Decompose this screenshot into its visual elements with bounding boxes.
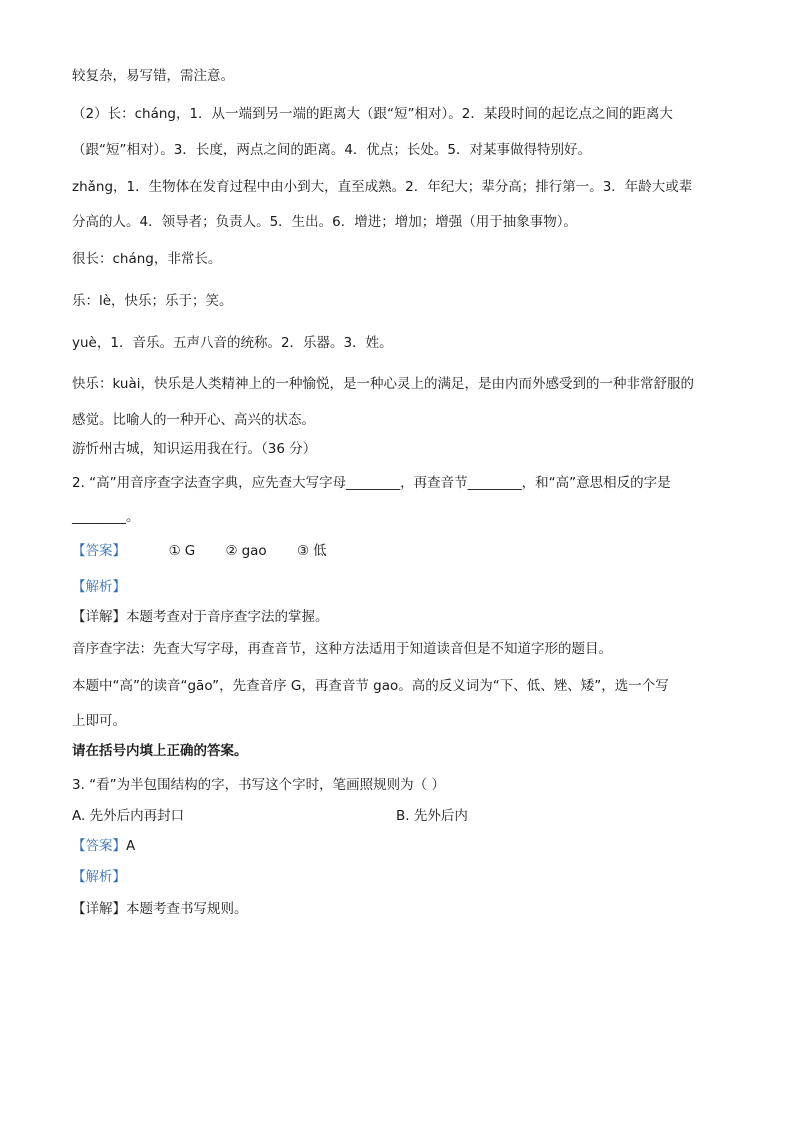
text-line: yuè，1．音乐。五声八音的统称。2．乐器。3．姓。	[72, 335, 393, 351]
q2-answer-1: ① G	[168, 543, 196, 559]
answer-tag: 【答案】	[72, 543, 126, 559]
q3-detail: 【详解】本题考查书写规则。	[72, 901, 248, 917]
text-line: （2）长：cháng，1．从一端到另一端的距离大（跟“短”相对）。2．某段时间的起讫点之间的距离大	[72, 106, 673, 122]
q2-answer-row	[72, 541, 353, 561]
text-line: 音序查字法：先查大写字母，再查音节，这种方法适用于知道读音但是不知道字形的题目。	[72, 641, 612, 657]
analysis-tag: 【解析】	[72, 869, 126, 885]
q3-option-b: B. 先外后内	[396, 808, 468, 824]
q2-answer-3: ③ 低	[296, 543, 327, 559]
text-line: 感觉。比喻人的一种开心、高兴的状态。	[72, 412, 315, 428]
question-3-text: 3. “看”为半包围结构的字，书写这个字时，笔画照规则为（ ）	[72, 777, 445, 793]
text-line: 快乐：kuài，快乐是人类精神上的一种愉悦，是一种心灵上的满足，是由内而外感受到的一种非常舒服的	[72, 376, 694, 392]
text-line: zhǎng，1．生物体在发育过程中由小到大，直至成熟。2．年纪大；辈分高；排行第一。3．年龄大或辈	[72, 179, 693, 195]
text-line: 上即可。	[72, 713, 126, 729]
text-line: 乐：lè，快乐；乐于；笑。	[72, 293, 233, 309]
text-line: （跟“短”相对）。3．长度，两点之间的距离。4．优点；长处。5．对某事做得特别好。	[72, 142, 592, 158]
section-heading: 请在括号内填上正确的答案。	[72, 743, 248, 759]
answer-value: A	[126, 838, 136, 854]
question-2-text: 2. “高”用音序查字法查字典，应先查大写字母________，再查音节________，和“高”意思相反的字是	[72, 475, 671, 491]
q2-answer-2: ② gao	[225, 543, 267, 559]
text-line: 本题中“高”的读音“gāo”，先查音序 G，再查音节 gao。高的反义词为“下、低、矬、矮”，选一个写	[72, 678, 669, 694]
text-line: 分高的人。4．领导者；负责人。5．生出。6．增进；增加；增强（用于抽象事物）。	[72, 214, 578, 230]
question-2-text: ________。	[72, 509, 140, 525]
section-heading: 游忻州古城，知识运用我在行。（36 分）	[72, 441, 317, 457]
answer-tag: 【答案】	[72, 838, 126, 854]
detail-tag: 【详解】	[72, 609, 126, 625]
q3-option-a: A. 先外后内再封口	[72, 808, 185, 824]
text-line: 较复杂，易写错，需注意。	[72, 68, 234, 84]
q3-answer-row	[72, 836, 135, 856]
detail-tag: 【详解】	[72, 901, 126, 917]
analysis-tag: 【解析】	[72, 579, 126, 595]
text-line: 很长：cháng，非常长。	[72, 251, 222, 267]
q2-detail: 【详解】本题考查对于音序查字法的掌握。	[72, 609, 329, 625]
